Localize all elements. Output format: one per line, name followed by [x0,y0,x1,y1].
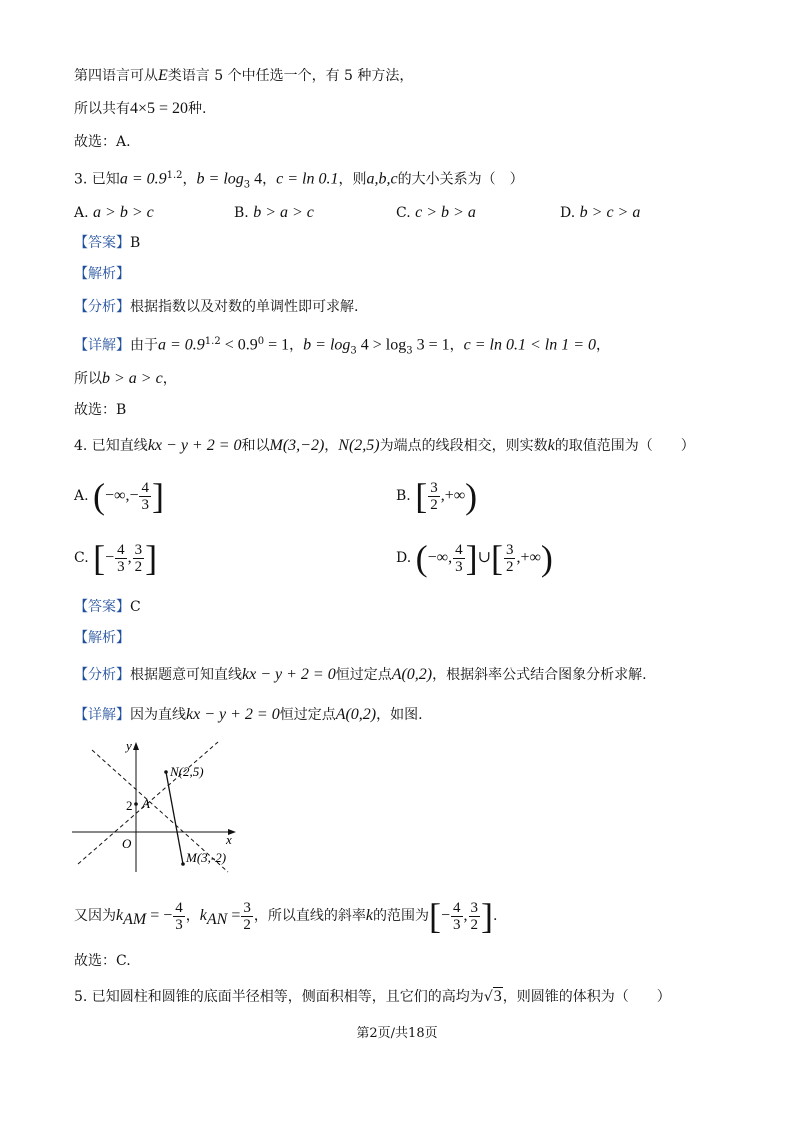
text: ，则圆锥的体积为（ ） [502,989,671,1005]
math: a,b,c [366,170,398,188]
x-label: x [226,832,232,847]
text: 的范围为 [372,908,429,924]
text: ，则 [338,171,367,188]
exponent: 1.2 [204,336,221,347]
math: E [158,67,168,84]
xiangjie-tag: 【详解】 [74,707,130,723]
math: M(3,−2) [269,437,325,454]
subscript: AN [206,910,228,928]
text: 由于 [130,337,158,354]
math: N(2,5) [338,437,380,454]
subscript: AM [123,910,147,928]
math: − [129,487,139,504]
paren-left: ( [93,476,106,516]
text: 为端点的线段相交，则实数 [379,438,548,454]
q4-option-b[interactable] [396,478,477,518]
fraction [453,542,465,575]
q3-option-a[interactable] [74,203,154,223]
paren-right: ) [540,538,553,578]
math: k [199,907,207,924]
answer-tag: 【答案】 [74,235,130,251]
denominator: 3 [175,916,183,933]
q4-analysis-tag: 【解析】 [74,630,130,646]
q3-stem [74,166,524,195]
denominator: 2 [505,558,514,575]
fraction [241,900,253,933]
fraction [469,900,481,933]
q4-xiangjie [74,705,423,725]
q4-slopes [74,896,497,936]
intro-line-1 [74,66,413,86]
q4-figure [70,736,245,874]
text: ， [324,438,339,454]
answer-tag: 【答案】 [74,599,130,615]
math: 4 > log [356,336,407,354]
exponent: 0 [257,336,265,347]
bracket-left: [ [428,896,441,936]
bracket-right: ] [151,476,164,516]
numerator: 4 [117,541,125,558]
two-label: 2 [126,798,133,813]
q3-choose: 故选：B [74,402,127,418]
numerator: 4 [453,899,461,916]
text: . [493,908,498,924]
denominator: 2 [134,558,143,575]
point-m [181,862,185,866]
fenxi-tag: 【分析】 [74,667,130,683]
math: 3 = 1 [412,336,450,354]
math: , [463,907,468,924]
bracket-left: [ [93,538,106,578]
point-a [134,802,138,806]
math: −∞, [105,487,130,504]
q4-fenxi [74,665,647,685]
math: A(0,2) [391,666,433,683]
option-label: D. [560,205,576,221]
math: a = 0.9 [119,170,167,188]
text: 所以共有 [74,101,130,117]
option-expr: a > b > c [93,204,154,221]
paren-left: ( [415,538,428,578]
fraction [504,542,516,575]
intro-line-2 [74,99,207,119]
text: ， [596,337,611,354]
page-footer: 第2页/共18页 [356,1026,438,1041]
text: ， [162,371,177,387]
math: k [547,437,555,454]
math: a = 0.9 [158,336,205,354]
fenxi-tag: 【分析】 [74,299,130,315]
numerator: 3 [243,899,251,916]
q3-answer [74,233,140,253]
text: ，如图. [376,707,423,723]
text: 恒过定点 [279,707,336,723]
text: 因为直线 [130,707,186,723]
numerator: 3 [505,541,514,558]
origin-label: O [122,836,132,851]
bracket-left: [ [490,538,503,578]
point-n [164,770,168,774]
fraction [428,480,440,513]
fraction [173,900,185,933]
answer-value: B [130,235,141,251]
q5-stem: 5. 已知圆柱和圆锥的底面半径相等，侧面积相等，且它们的高均为√3，则圆锥的体积为（ ） [74,988,671,1005]
math: = [227,907,241,924]
math: 4 [250,170,263,188]
math: k [365,907,373,924]
bracket-right: ] [481,896,493,936]
option-label: B. [396,488,411,504]
option-label: C. [74,550,89,566]
subscript: 3 [406,345,413,357]
bracket-right: ] [145,538,158,578]
text: 的取值范围为（ ） [554,438,695,454]
y-label: y [126,738,132,753]
text: 的大小关系为（ ） [397,171,524,188]
math: A(0,2) [335,706,377,723]
numerator: 4 [175,899,183,916]
text: ，根据斜率公式结合图象分析求解. [432,667,647,683]
text: ，所以直线的斜率 [253,908,366,924]
math: −∞, [427,549,453,566]
sqrt-radicand: 3 [493,988,502,1005]
option-label: B. [234,205,249,221]
denominator: 3 [117,558,125,575]
fraction [139,480,151,513]
text: 所以 [74,371,102,387]
option-label: A. [74,488,89,504]
xiangjie-tag: 【详解】 [74,337,130,354]
option-expr: b > c > a [579,204,641,221]
math: − [440,907,450,924]
denominator: 2 [430,496,438,513]
text: ， [449,337,464,354]
a-label: A [142,796,150,811]
numerator: 3 [470,899,478,916]
option-label: C. [396,205,411,221]
q3-option-c[interactable] [396,203,476,223]
q3-conclude [74,369,177,389]
q3-option-b[interactable] [234,203,314,223]
q4-option-a[interactable] [74,478,164,518]
q3-fenxi [74,297,358,317]
bracket-left: [ [415,476,428,516]
q4-option-d[interactable] [396,540,553,580]
text: 类语言 5 个中任选一个，有 5 种方法， [167,68,414,84]
text: 第四语言可从 [74,68,158,84]
fraction [115,542,127,575]
math: b = log [303,336,351,354]
denominator: 2 [470,916,478,933]
segment-mn [166,772,183,864]
math: 4×5 = 20 [130,100,189,117]
numerator: 4 [455,541,463,558]
text: ， [262,171,277,188]
q4-answer [74,597,141,617]
math: = 1 [264,336,290,354]
fraction [133,542,145,575]
text: 根据指数以及对数的单调性即可求解. [130,299,359,315]
text: 3. 已知 [74,171,120,188]
subscript: 3 [243,179,251,191]
paren-right: ) [465,476,478,516]
text: ， [182,171,197,188]
math: b > a > c [102,370,163,387]
q3-analysis-tag: 【解析】 [74,266,130,282]
text: 恒过定点 [335,667,392,683]
text: 种. [188,101,207,117]
m-label: M(3,-2) [186,850,227,865]
math: b = log [196,170,244,188]
denominator: 3 [453,916,461,933]
subscript: 3 [350,345,357,357]
numerator: 4 [141,479,149,496]
q4-option-c[interactable] [74,540,157,580]
text: 5. 已知圆柱和圆锥的底面半径相等，侧面积相等，且它们的高均为 [74,989,484,1005]
option-expr: b > a > c [253,204,314,221]
fraction [451,900,463,933]
text: 根据题意可知直线 [130,667,242,683]
math: ,+∞ [516,549,541,566]
q3-option-d[interactable] [560,203,640,223]
numerator: 3 [134,541,143,558]
math: kx − y + 2 = 0 [186,706,280,723]
q4-stem [74,436,695,456]
math: = − [146,907,173,924]
numerator: 3 [430,479,438,496]
text: ， [185,908,200,924]
y-arrow [133,742,139,750]
option-label: D. [396,550,412,566]
bracket-right: ] [465,538,478,578]
exponent: 1.2 [166,170,183,181]
q4-choose: 故选：C. [74,953,131,969]
math: c = ln 0.1 [276,170,339,188]
text: ， [289,337,304,354]
text: 又因为 [74,908,116,924]
intro-line-3: 故选：A. [74,134,131,150]
denominator: 3 [141,496,149,513]
math: ,+∞ [440,487,466,504]
math: , [127,549,132,566]
denominator: 2 [243,916,251,933]
math: kx − y + 2 = 0 [147,437,242,454]
q3-xiangjie [74,332,610,361]
math: k [116,907,124,924]
option-label: A. [74,205,89,221]
answer-value: C [130,599,141,615]
math: − [105,549,115,566]
math: ∪ [477,549,491,566]
math: c = ln 0.1 < ln 1 = 0 [463,336,597,354]
option-expr: c > b > a [415,204,476,221]
denominator: 3 [455,558,463,575]
n-label: N(2,5) [170,764,204,779]
math: kx − y + 2 = 0 [242,666,336,683]
text: 和以 [241,438,270,454]
text: 4. 已知直线 [74,438,148,454]
math: < 0.9 [220,336,258,354]
